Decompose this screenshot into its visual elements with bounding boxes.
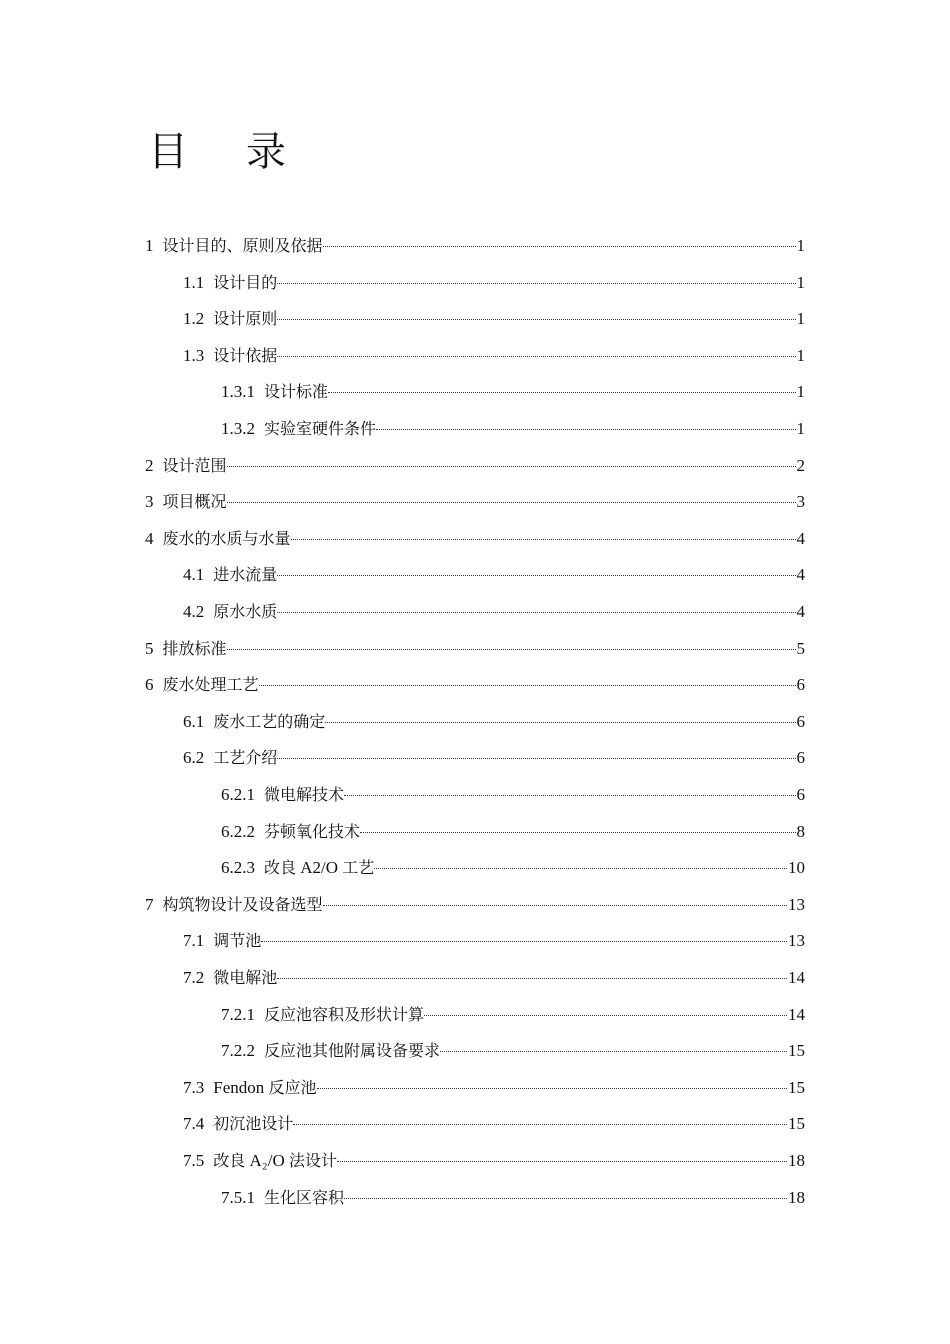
- toc-entry[interactable]: [221, 1180, 805, 1216]
- toc-entry[interactable]: [145, 484, 805, 520]
- toc-entry-title: 工艺介绍: [213, 748, 278, 768]
- toc-entry[interactable]: [145, 448, 805, 484]
- toc-leader-dots: [325, 722, 795, 723]
- toc-entry-title: 生化区容积: [264, 1187, 345, 1207]
- toc-entry-number: 2: [145, 455, 154, 475]
- toc-leader-dots: [337, 1161, 787, 1162]
- toc-entry-page: 14: [788, 968, 805, 987]
- toc-entry[interactable]: [221, 850, 805, 886]
- toc-entry-title: 设计目的、原则及依据: [162, 236, 323, 255]
- toc-entry-page: 15: [788, 1114, 805, 1134]
- toc-entry[interactable]: [183, 265, 805, 301]
- toc-entry-title: 调节池: [213, 931, 262, 951]
- toc-entry[interactable]: [183, 704, 805, 740]
- toc-entry-page: 4: [796, 528, 805, 548]
- toc-leader-dots: [277, 978, 787, 979]
- toc-entry[interactable]: [145, 887, 805, 923]
- toc-leader-dots: [293, 1124, 787, 1125]
- toc-leader-dots: [291, 539, 796, 540]
- title-char-2: 录: [246, 129, 286, 175]
- toc-leader-dots: [227, 466, 796, 467]
- toc-entry-title: 改良 A2/O 工艺: [264, 858, 375, 878]
- toc-entry-page: 6: [796, 675, 805, 695]
- toc-entry-page: 5: [796, 638, 805, 658]
- toc-entry-number: 1.2: [183, 309, 205, 329]
- toc-leader-dots: [374, 868, 787, 869]
- toc-entry-number: 6.2.1: [221, 785, 255, 804]
- toc-entry-title: 设计依据: [213, 345, 278, 365]
- toc-entry-page: 15: [788, 1077, 805, 1097]
- toc-leader-dots: [227, 649, 796, 650]
- toc-entry-page: 18: [788, 1151, 805, 1170]
- page-title: [148, 124, 286, 180]
- toc-entry-page: 10: [788, 858, 805, 878]
- toc-leader-dots: [277, 575, 795, 576]
- toc-entry-page: 14: [788, 1004, 805, 1024]
- toc-entry[interactable]: [183, 557, 805, 593]
- toc-entry-title: 设计目的: [213, 272, 278, 292]
- toc-entry-title: 废水工艺的确定: [213, 711, 326, 731]
- toc-entry[interactable]: [221, 1033, 805, 1069]
- toc-entry-number: 1: [145, 236, 154, 255]
- toc-leader-dots: [261, 941, 787, 942]
- toc-entry-title: 构筑物设计及设备选型: [162, 894, 323, 914]
- toc-leader-dots: [440, 1051, 787, 1052]
- toc-entry-title: 实验室硬件条件: [264, 419, 377, 438]
- toc-leader-dots: [376, 429, 795, 430]
- toc-entry-title: 设计范围: [162, 455, 227, 475]
- toc-entry-title: 废水处理工艺: [162, 675, 259, 695]
- toc-leader-dots: [317, 1088, 787, 1089]
- toc-entry-page: 13: [788, 931, 805, 951]
- toc-entry[interactable]: [145, 228, 805, 264]
- toc-leader-dots: [259, 685, 796, 686]
- toc-entry-number: 1.3.1: [221, 382, 255, 402]
- toc-entry-page: 6: [796, 711, 805, 731]
- toc-entry[interactable]: [221, 411, 805, 447]
- toc-entry[interactable]: [221, 814, 805, 850]
- toc-entry-title: 初沉池设计: [213, 1114, 294, 1134]
- toc-entry-number: 5: [145, 638, 154, 658]
- toc-entry-page: 1: [796, 345, 805, 365]
- toc-entry[interactable]: [183, 1070, 805, 1106]
- toc-leader-dots: [277, 758, 795, 759]
- toc-entry-page: 1: [796, 236, 805, 255]
- toc-entry-number: 6.1: [183, 711, 205, 731]
- toc-entry-number: 7.1: [183, 931, 205, 951]
- toc-leader-dots: [277, 612, 795, 613]
- toc-entry-title: 反应池其他附属设备要求: [264, 1041, 441, 1061]
- toc-entry-number: 4.1: [183, 565, 205, 585]
- toc-entry-number: 6: [145, 675, 154, 695]
- toc-entry[interactable]: [183, 594, 805, 630]
- toc-entry-number: 7.2: [183, 968, 205, 987]
- toc-entry-page: 4: [796, 602, 805, 621]
- title-char-1: 目: [148, 129, 188, 175]
- toc-entry-title: 微电解池: [213, 968, 278, 987]
- toc-leader-dots: [323, 905, 787, 906]
- toc-entry-page: 1: [796, 382, 805, 402]
- toc-entry-page: 18: [788, 1187, 805, 1207]
- toc-entry-page: 1: [796, 272, 805, 292]
- toc-entry-number: 4.2: [183, 602, 205, 621]
- toc-leader-dots: [277, 356, 795, 357]
- toc-entry-number: 6.2.3: [221, 858, 255, 878]
- toc-entry-number: 7.5: [183, 1151, 205, 1170]
- toc-entry-title: 微电解技术: [264, 785, 345, 804]
- toc-entry-number: 7.2.1: [221, 1004, 255, 1024]
- toc-entry-number: 7: [145, 894, 154, 914]
- toc-entry-page: 6: [796, 748, 805, 768]
- toc-entry-title: 设计原则: [213, 309, 278, 329]
- toc-entry-page: 1: [796, 419, 805, 438]
- toc-entry[interactable]: [145, 521, 805, 557]
- toc-leader-dots: [323, 246, 796, 247]
- toc-entry-page: 6: [796, 785, 805, 804]
- toc-entry[interactable]: [221, 997, 805, 1033]
- toc-entry-number: 6.2.2: [221, 821, 255, 841]
- toc-entry-page: 2: [796, 455, 805, 475]
- toc-entry-title: 排放标准: [162, 638, 227, 658]
- toc-entry-page: 3: [796, 492, 805, 512]
- toc-entry-title: 进水流量: [213, 565, 278, 585]
- toc-entry-page: 1: [796, 309, 805, 329]
- toc-entry-title: Fendon 反应池: [213, 1077, 317, 1097]
- toc-entry-number: 7.5.1: [221, 1187, 255, 1207]
- toc-entry-number: 3: [145, 492, 154, 512]
- toc-leader-dots: [277, 319, 795, 320]
- toc-entry[interactable]: [183, 923, 805, 959]
- toc-entry-number: 1.3: [183, 345, 205, 365]
- toc-leader-dots: [360, 832, 795, 833]
- toc-entry[interactable]: [183, 1143, 805, 1179]
- toc-leader-dots: [344, 795, 795, 796]
- toc-leader-dots: [328, 392, 795, 393]
- toc-entry-number: 6.2: [183, 748, 205, 768]
- toc-entry[interactable]: [145, 667, 805, 703]
- toc-entry-title: 改良 A₂/O 法设计: [213, 1151, 337, 1170]
- toc-entry[interactable]: [183, 301, 805, 337]
- toc-entry-title: 原水水质: [213, 602, 278, 621]
- toc-leader-dots: [277, 283, 795, 284]
- toc-entry-title: 反应池容积及形状计算: [264, 1004, 425, 1024]
- toc-entry[interactable]: [221, 777, 805, 813]
- toc-entry-page: 13: [788, 894, 805, 914]
- toc-entry-number: 1.3.2: [221, 419, 255, 438]
- toc-entry-number: 7.4: [183, 1114, 205, 1134]
- toc-entry[interactable]: [183, 338, 805, 374]
- toc-entry-number: 7.3: [183, 1077, 205, 1097]
- toc-entry-title: 芬顿氧化技术: [264, 821, 361, 841]
- toc-leader-dots: [424, 1015, 787, 1016]
- toc-entry-page: 4: [796, 565, 805, 585]
- toc-leader-dots: [227, 502, 796, 503]
- toc-entry-page: 8: [796, 821, 805, 841]
- toc-entry-number: 4: [145, 528, 154, 548]
- toc-entry[interactable]: [183, 960, 805, 996]
- toc-entry[interactable]: [145, 631, 805, 667]
- toc-entry[interactable]: [183, 740, 805, 776]
- toc-entry-page: 15: [788, 1041, 805, 1061]
- toc-entry-title: 设计标准: [264, 382, 329, 402]
- toc-entry[interactable]: [183, 1106, 805, 1142]
- toc-entry[interactable]: [221, 374, 805, 410]
- toc-entry-number: 1.1: [183, 272, 205, 292]
- toc-leader-dots: [344, 1198, 787, 1199]
- toc-entry-title: 废水的水质与水量: [162, 528, 291, 548]
- toc-entry-title: 项目概况: [162, 492, 227, 512]
- toc-entry-number: 7.2.2: [221, 1041, 255, 1061]
